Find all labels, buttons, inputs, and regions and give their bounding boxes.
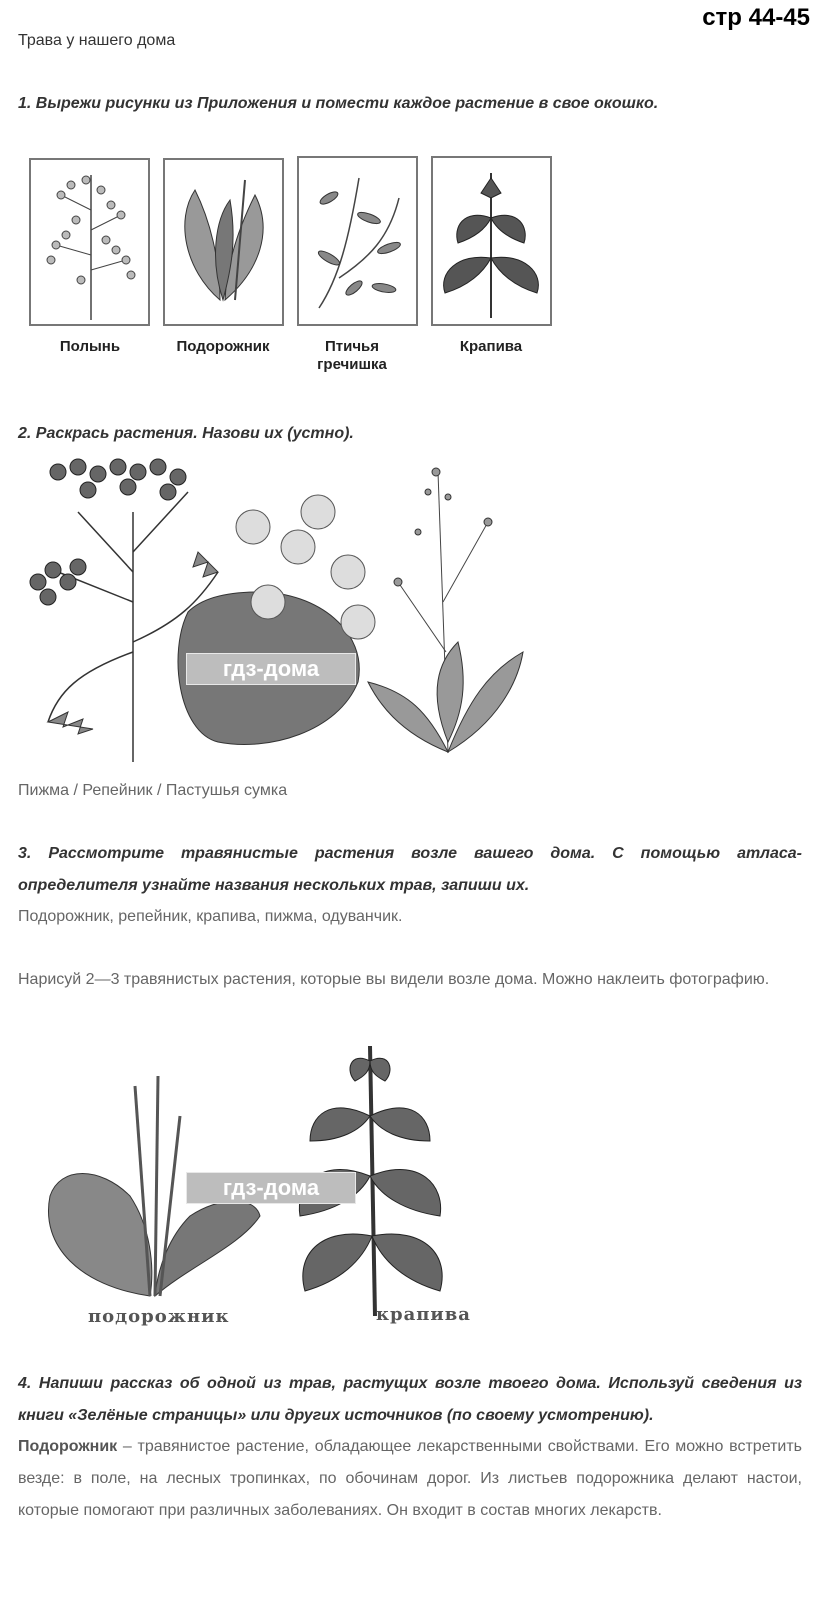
caption-plantain: Подорожник: [176, 338, 270, 355]
watermark-2: гдз-дома: [186, 1172, 356, 1204]
page-title: Трава у нашего дома: [18, 32, 176, 49]
colored-plants-illustration: [18, 452, 538, 770]
nettle-drawing: [433, 158, 550, 324]
plant-frame-nettle: [431, 156, 552, 326]
caption-knotgrass: Птичья гречишка: [317, 338, 387, 373]
plant-frame-wormwood: [29, 158, 150, 326]
caption-nettle: Крапива: [459, 338, 523, 355]
wormwood-drawing: [31, 160, 148, 324]
task-3-instruction: Нарисуй 2—3 травянистых растения, которые вы видели возле дома. Можно наклеить фотографию.: [18, 971, 770, 988]
task-2-answer: Пижма / Репейник / Пастушья сумка: [18, 782, 288, 799]
task-4-answer-rest: – травянистое растение, обладающее лекарственными свойствами. Его можно встретить везде: в поле, на лесных тропинках, по обочинам дорог. Из листьев подорожника делают настои, которые помогают при различных заболеваниях. Он входит в состав многих лекарств.: [18, 1438, 802, 1519]
task-1-text: 1. Вырежи рисунки из Приложения и помести каждое растение в свое окошко.: [18, 95, 659, 112]
plant-frame-plantain: [163, 158, 284, 326]
knotgrass-drawing: [299, 158, 416, 324]
watermark-1: гдз-дома: [186, 653, 356, 685]
page-number: стр 44-45: [702, 4, 810, 31]
plantain-drawing: [165, 160, 282, 324]
task-3-text: 3. Рассмотрите травянистые растения возле вашего дома. С помощью атласа-определителя узнайте названия нескольких трав, запиши их.: [18, 845, 802, 894]
task-3-answer: Подорожник, репейник, крапива, пижма, одуванчик.: [18, 908, 403, 925]
task-4-text: 4. Напиши рассказ об одной из трав, растущих возле твоего дома. Используй сведения из книги «Зелёные страницы» или других источников (по своему усмотрению).: [18, 1375, 802, 1424]
label-plantain: подорожник: [88, 1306, 230, 1327]
caption-wormwood: Полынь: [59, 338, 121, 355]
task-2-text: 2. Раскрась растения. Назови их (устно).: [18, 425, 354, 442]
plant-frame-knotgrass: [297, 156, 418, 326]
task-4-answer: [18, 1431, 802, 1527]
label-nettle: крапива: [376, 1304, 471, 1325]
task-4-answer-bold: Подорожник: [18, 1438, 118, 1455]
